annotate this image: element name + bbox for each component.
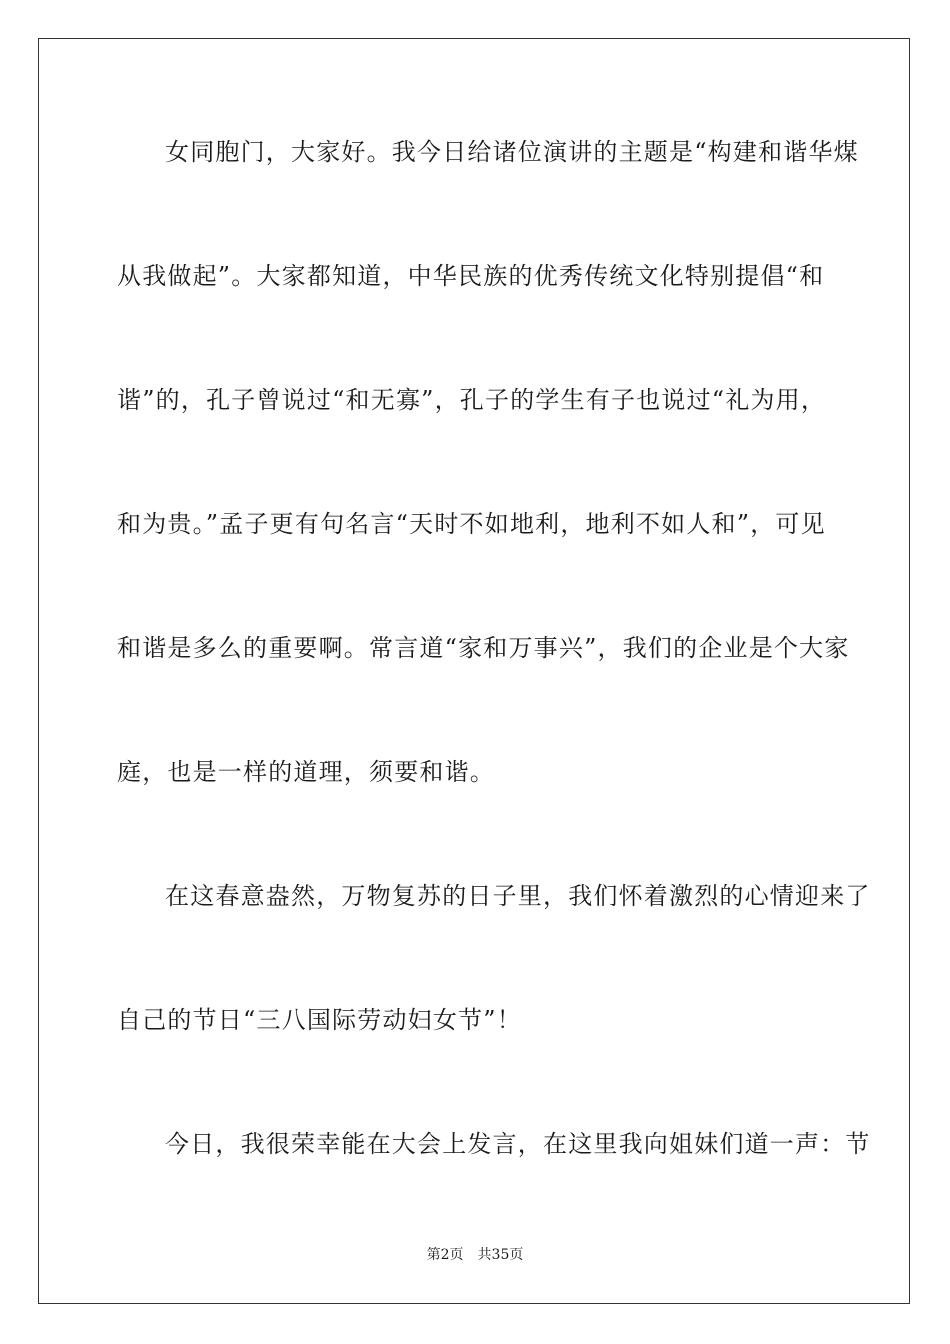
paragraph-1-line-4: 和为贵。”孟子更有句名言“天时不如地利，地利不如人和”，可见: [117, 510, 826, 538]
paragraph-1-line-6: 庭，也是一样的道理，须要和谐。: [117, 758, 495, 786]
paragraph-2-line-2: 自己的节日“三八国际劳动妇女节”！: [117, 1006, 522, 1034]
paragraph-1-line-3: 谐”的，孔子曾说过“和无寡”，孔子的学生有子也说过“礼为用，: [117, 386, 827, 414]
paragraph-3-line-1: 今日，我很荣幸能在大会上发言，在这里我向姐妹们道一声：节: [165, 1130, 871, 1158]
paragraph-1-line-1: 女同胞门，大家好。我今日给诸位演讲的主题是“构建和谐华煤: [165, 138, 859, 166]
paragraph-2-line-1: 在这春意盎然，万物复苏的日子里，我们怀着激烈的心情迎来了: [165, 882, 871, 910]
paragraph-1-line-5: 和谐是多么的重要啊。常言道“家和万事兴”，我们的企业是个大家: [117, 634, 850, 662]
page-border: [38, 38, 910, 1304]
paragraph-1-line-2: 从我做起”。大家都知道，中华民族的优秀传统文化特别提倡“和: [117, 262, 825, 290]
page-number-footer: 第2页 共35页: [426, 1247, 524, 1263]
